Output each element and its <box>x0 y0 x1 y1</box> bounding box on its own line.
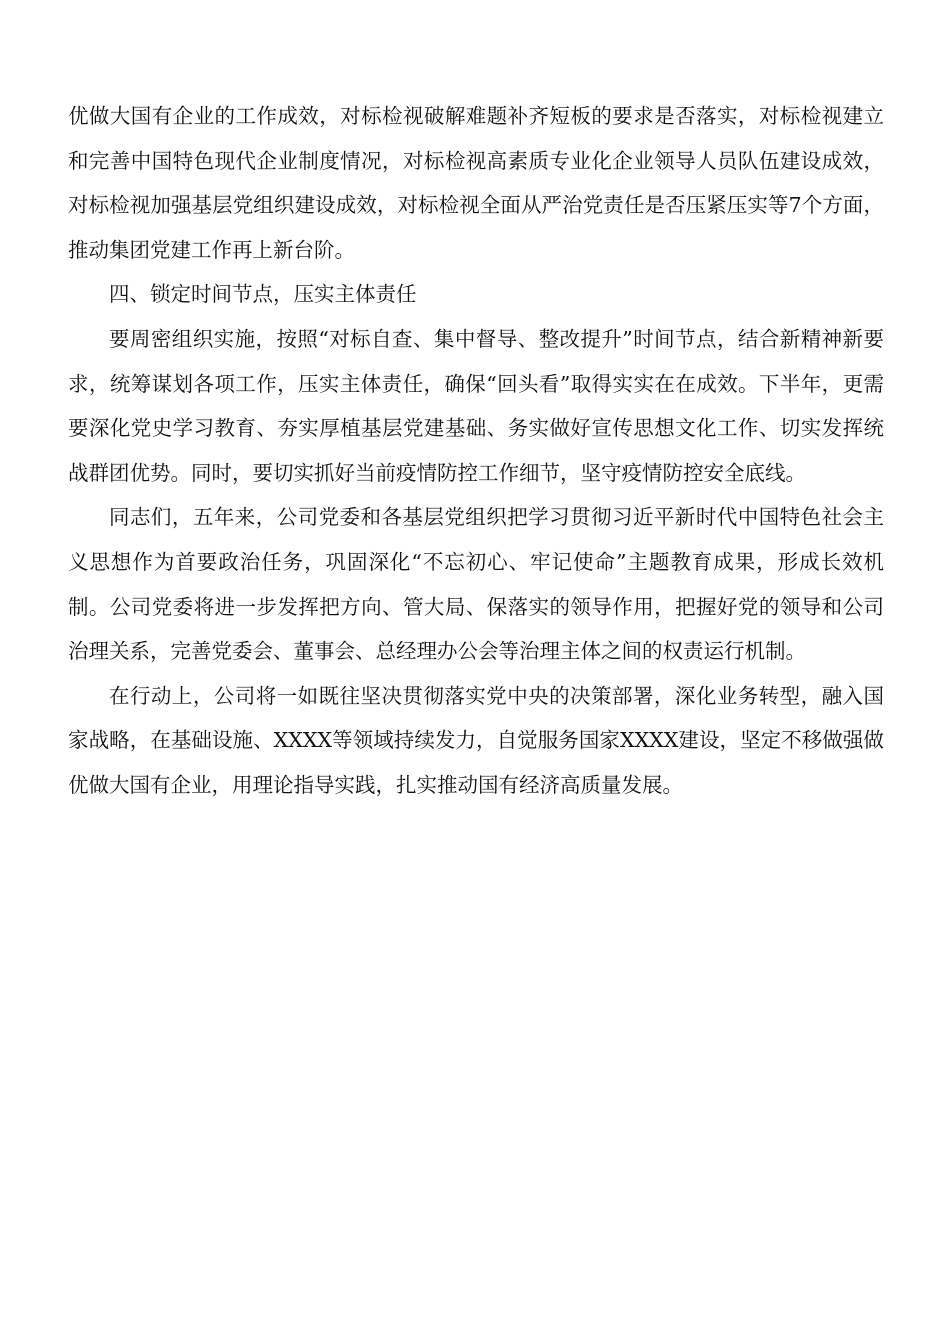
paragraph: 同志们，五年来，公司党委和各基层党组织把学习贯彻习近平新时代中国特色社会主义思想作为首要政治任务，巩固深化“不忘初心、牢记使命”主题教育成果，形成长效机制。公司党委将进一步发挥把方向、管大局、保落实的领导作用，把握好党的领导和公司治理关系，完善党委会、董事会、总经理办公会等治理主体之间的权责运行机制。 <box>68 505 884 664</box>
document-body <box>68 94 884 808</box>
section-heading: 四、锁定时间节点，压实主体责任 <box>109 282 417 307</box>
paragraph-continuation: 优做大国有企业的工作成效，对标检视破解难题补齐短板的要求是否落实，对标检视建立和完善中国特色现代企业制度情况，对标检视高素质专业化企业领导人员队伍建设成效，对标检视加强基层党组织建设成效，对标检视全面从严治党责任是否压紧压实等7个方面，推动集团党建工作再上新台阶。 <box>68 104 884 262</box>
paragraph: 在行动上，公司将一如既往坚决贯彻落实党中央的决策部署，深化业务转型，融入国家战略，在基础设施、XXXX等领域持续发力，自觉服务国家XXXX建设，坚定不移做强做优做大国有企业，用理论指导实践，扎实推动国有经济高质量发展。 <box>68 683 884 797</box>
paragraph: 要周密组织实施，按照“对标自查、集中督导、整改提升”时间节点，结合新精神新要求，统筹谋划各项工作，压实主体责任，确保“回头看”取得实实在在成效。下半年，更需要深化党史学习教育、夯实厚植基层党建基础、务实做好宣传思想文化工作、切实发挥统战群团优势。同时，要切实抓好当前疫情防控工作细节，坚守疫情防控安全底线。 <box>68 326 884 485</box>
